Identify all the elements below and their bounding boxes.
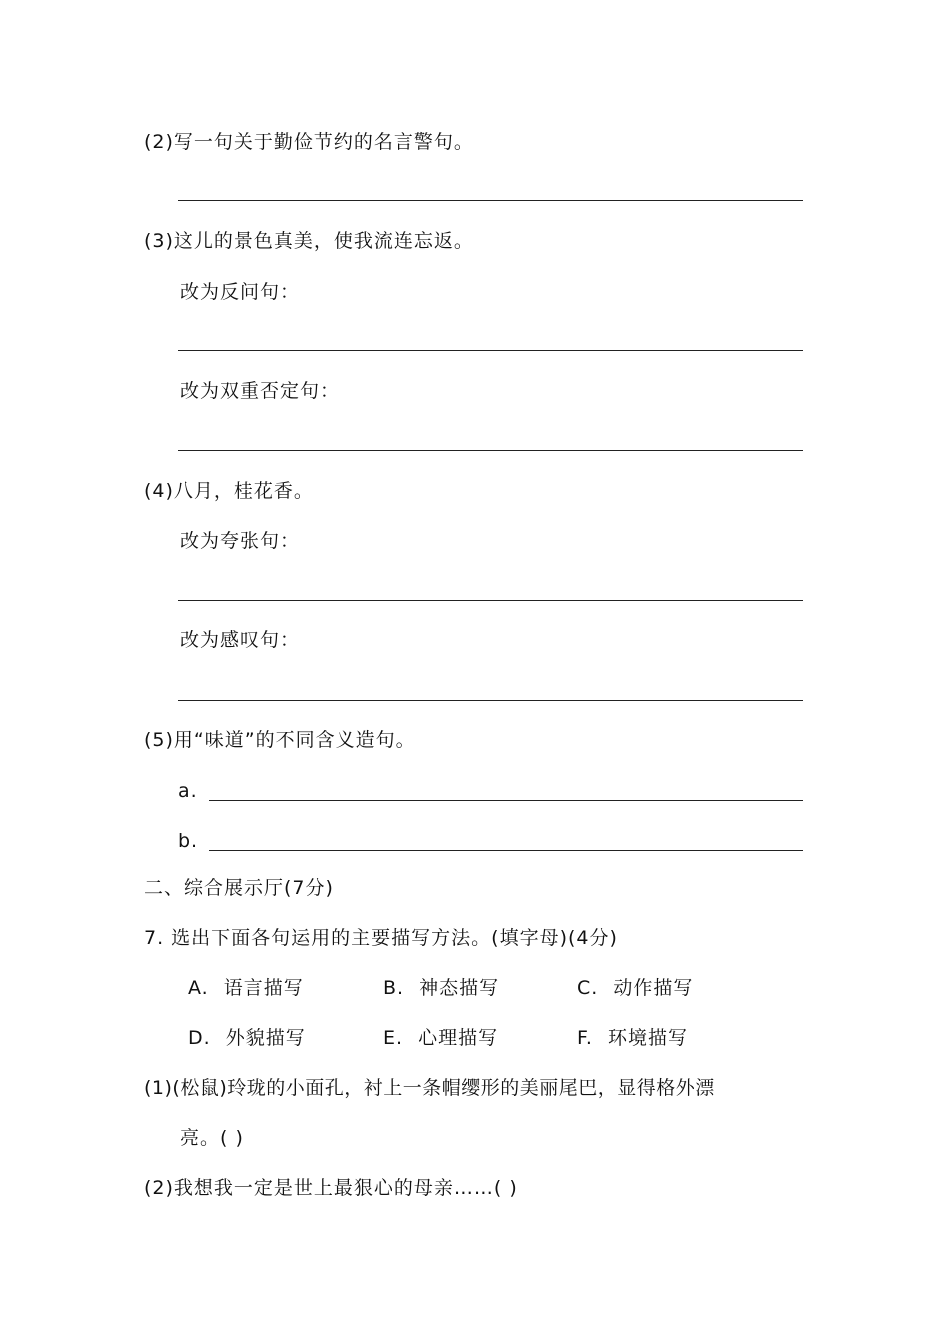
q7-text: 7. 选出下面各句运用的主要描写方法。(填字母)(4分): [144, 927, 618, 949]
q2-answer-line[interactable]: [178, 200, 803, 201]
q3-double-negative-answer-line[interactable]: [178, 450, 803, 451]
q5-a-label: a.: [178, 780, 198, 802]
q7-option-b-letter: B.: [383, 977, 405, 999]
q7-option-e-letter: E.: [383, 1027, 404, 1049]
q7-option-d: [188, 1026, 306, 1050]
q4-hyperbole-answer-line[interactable]: [178, 600, 803, 601]
q3-text: (3)这儿的景色真美，使我流连忘返。: [144, 230, 474, 252]
q7-option-a: [188, 976, 304, 1000]
q4-text: (4)八月，桂花香。: [144, 480, 314, 502]
q3-rhetorical-answer-line[interactable]: [178, 350, 803, 351]
section2-heading: 二、综合展示厅(7分): [144, 877, 334, 899]
q3-double-negative-prompt: 改为双重否定句：: [180, 380, 341, 402]
q4-hyperbole-prompt: 改为夸张句：: [180, 530, 301, 552]
q7-option-f-letter: F.: [577, 1027, 593, 1049]
q7-option-a-letter: A.: [188, 977, 209, 999]
q7-option-d-letter: D.: [188, 1027, 211, 1049]
q7-option-d-label: 外貌描写: [225, 1027, 306, 1049]
q3-rhetorical-prompt: 改为反问句：: [180, 281, 301, 303]
q7-option-f-label: 环境描写: [607, 1027, 688, 1049]
q7-option-c: [577, 976, 693, 1000]
q5-b-label: b.: [178, 830, 199, 852]
q7-item2[interactable]: (2)我想我一定是世上最狠心的母亲……( ): [144, 1177, 518, 1199]
q7-option-f: [577, 1026, 688, 1050]
q7-item1-line1: (1)(松鼠)玲珑的小面孔，衬上一条帽缨形的美丽尾巴，显得格外漂: [144, 1077, 715, 1099]
q7-option-b-label: 神态描写: [419, 977, 500, 999]
q7-option-c-label: 动作描写: [613, 977, 694, 999]
q5-text: (5)用“味道”的不同含义造句。: [144, 729, 416, 751]
q7-option-e-label: 心理描写: [418, 1027, 499, 1049]
q7-option-c-letter: C.: [577, 977, 599, 999]
q7-option-b: [383, 976, 499, 1000]
q5-b-answer-line[interactable]: [209, 850, 803, 851]
q7-option-a-label: 语言描写: [223, 977, 304, 999]
q7-option-e: [383, 1026, 498, 1050]
q5-a-answer-line[interactable]: [209, 800, 803, 801]
q4-exclamation-answer-line[interactable]: [178, 700, 803, 701]
q2-text: (2)写一句关于勤俭节约的名言警句。: [144, 131, 474, 153]
q7-item1-line2[interactable]: 亮。( ): [180, 1127, 244, 1149]
q4-exclamation-prompt: 改为感叹句：: [180, 629, 301, 651]
